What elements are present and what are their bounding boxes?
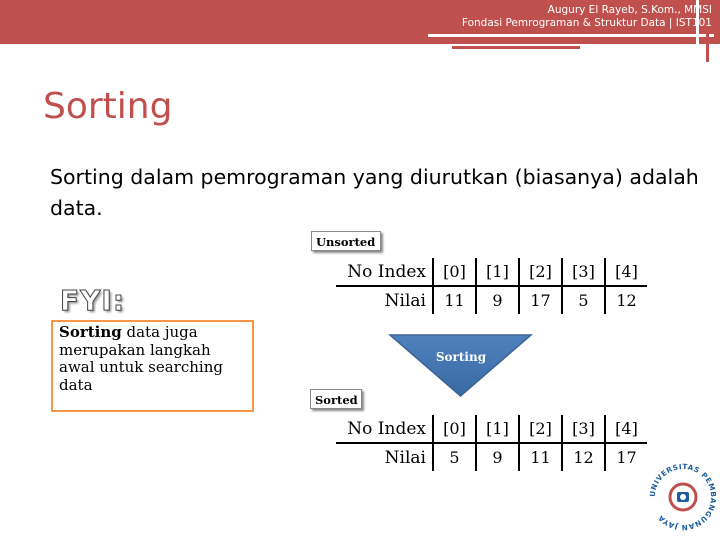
header-divider (428, 34, 714, 37)
unsorted-label: Unsorted (311, 231, 381, 251)
value-row-label: Nilai (384, 447, 426, 468)
header-accent-line (452, 46, 580, 49)
header-author: Augury El Rayeb, S.Kom., MMSI (547, 4, 712, 16)
svg-text:UNIVERSITAS PEMBANGUNAN JAYA: UNIVERSITAS PEMBANGUNAN JAYA (648, 461, 718, 533)
index-cell: [4] (605, 258, 647, 286)
value-row (336, 286, 647, 314)
value-cell: 12 (605, 286, 647, 314)
value-cell: 9 (476, 286, 519, 314)
value-cell: 17 (519, 286, 562, 314)
value-cell: 17 (605, 443, 647, 471)
header-course: Fondasi Pemrograman & Struktur Data | IST101 (461, 17, 712, 29)
value-row (336, 443, 647, 471)
fyi-title: FYI: (60, 284, 126, 317)
index-cell: [0] (433, 258, 476, 286)
index-cell: [4] (605, 415, 647, 443)
fyi-keyword: Sorting (59, 323, 122, 341)
value-cell: 12 (562, 443, 605, 471)
value-cell: 11 (519, 443, 562, 471)
fyi-text: data juga merupakan langkah awal untuk searching data (59, 323, 223, 394)
value-cell: 5 (562, 286, 605, 314)
index-cell: [2] (519, 258, 562, 286)
arrow-label: Sorting (435, 350, 487, 364)
header-text (462, 4, 712, 30)
value-row-label: Nilai (384, 290, 426, 311)
sorted-table (336, 415, 647, 471)
value-cell: 5 (433, 443, 476, 471)
index-cell: [3] (562, 415, 605, 443)
index-cell: [2] (519, 415, 562, 443)
slide-body: Sorting dalam pemrograman yang diurutkan (biasanya) adalah data. (50, 165, 699, 220)
unsorted-table (336, 258, 647, 314)
down-arrow-icon (388, 333, 533, 398)
index-row-label: No Index (336, 415, 433, 443)
value-cell: 9 (476, 443, 519, 471)
index-row-label: No Index (336, 258, 433, 286)
index-cell: [3] (562, 258, 605, 286)
index-cell: [1] (476, 415, 519, 443)
fyi-box (51, 320, 254, 412)
index-cell: [1] (476, 258, 519, 286)
sorted-label: Sorted (310, 389, 362, 409)
index-cell: [0] (433, 415, 476, 443)
slide-title: Sorting (43, 86, 173, 127)
index-row (336, 258, 647, 286)
value-cell: 11 (433, 286, 476, 314)
index-row (336, 415, 647, 443)
university-logo (648, 458, 718, 536)
